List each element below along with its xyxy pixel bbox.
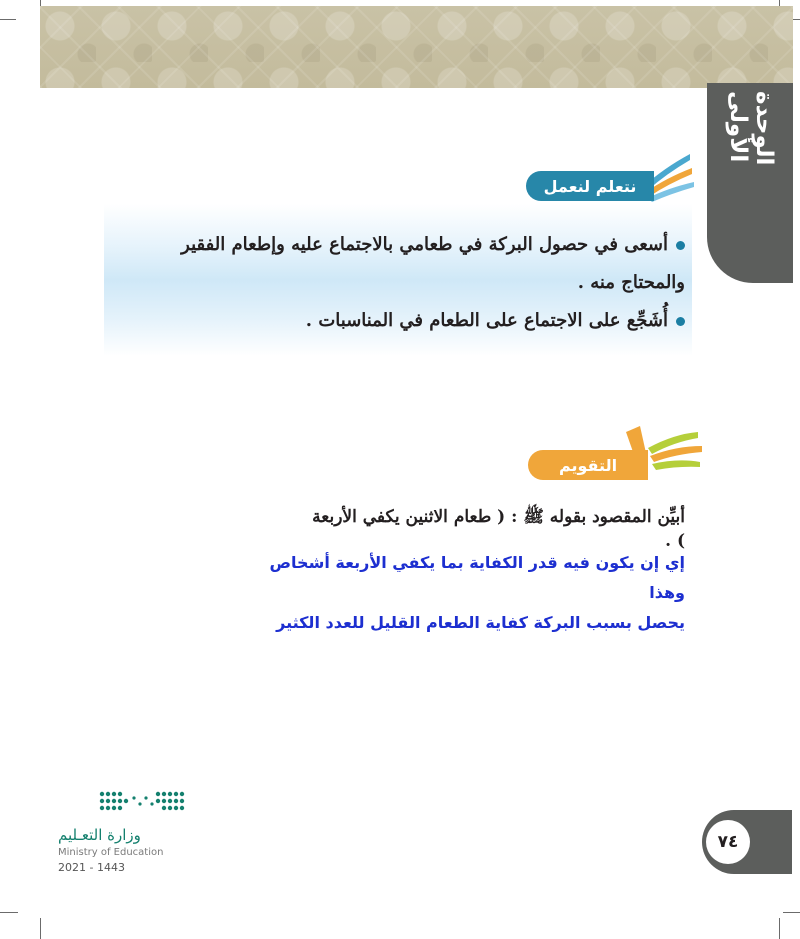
learn-bullet-list (120, 226, 685, 340)
learn-bullet-1-text: أسعى في حصول البركة في طعامي بالاجتماع عليه وإطعام الفقير والمحتاج منه . (181, 234, 685, 293)
unit-side-tab (707, 83, 793, 283)
edition-year: 2021 - 1443 (58, 861, 125, 874)
crop-mark (0, 912, 18, 913)
ministry-name-english: Ministry of Education (58, 847, 164, 858)
crop-mark (783, 912, 800, 913)
evaluation-question: أبيِّن المقصود بقوله ﷺ : ( طعام الاثنين يكفي الأربعة ) . (312, 507, 685, 551)
bullet-icon (676, 317, 685, 326)
header-pattern-band (40, 6, 793, 88)
learn-bullet-2-text: أُشَجِّع على الاجتماع على الطعام في المناسبات . (305, 310, 668, 331)
ministry-logo-icon (98, 790, 190, 816)
page-number: ٧٤ (706, 820, 750, 864)
crop-mark (40, 918, 41, 939)
ministry-name-arabic: وزارة التعـليم (58, 826, 141, 844)
crop-mark (779, 918, 780, 939)
handwritten-answer (240, 548, 685, 638)
learn-bullet-1 (120, 226, 685, 302)
evaluation-section-header: التقويم (528, 450, 648, 480)
bullet-icon (676, 241, 685, 250)
answer-line-1: إي إن يكون فيه قدر الكفاية بما يكفي الأربعة أشخاص وهذا (269, 553, 685, 602)
crop-mark (0, 19, 16, 20)
learn-bullet-2 (120, 302, 685, 340)
answer-line-2: يحصل بسبب البركة كفاية الطعام القليل للعدد الكثير (276, 613, 685, 632)
unit-title: الوحدة الأولى (725, 91, 777, 166)
learn-section-header: نتعلم لنعمل (526, 171, 654, 201)
